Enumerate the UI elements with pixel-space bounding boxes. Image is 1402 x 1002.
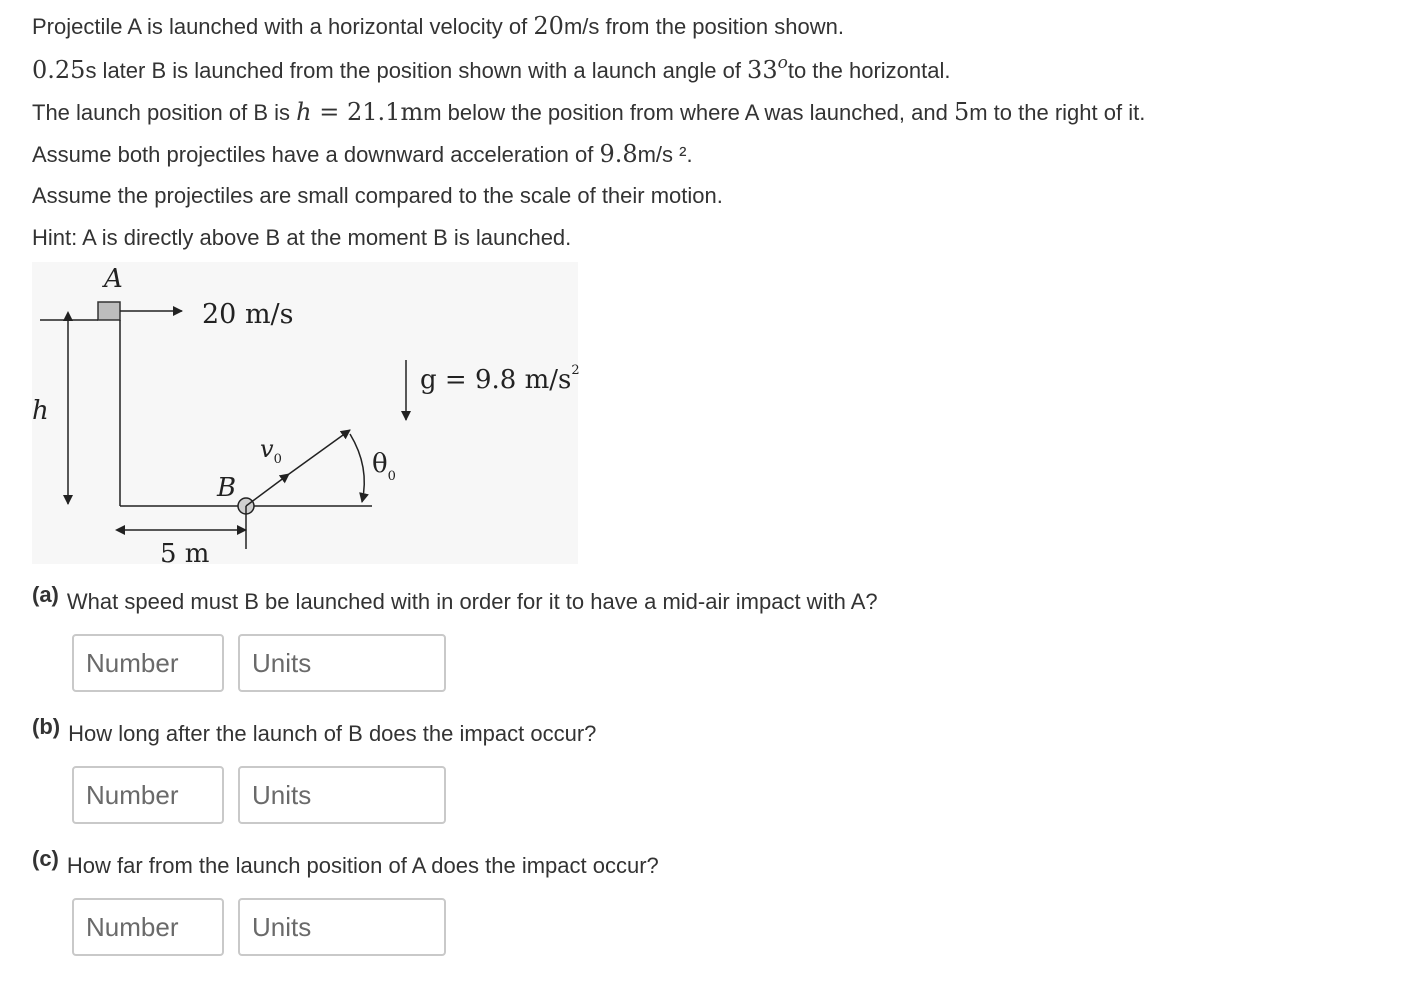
question-c bbox=[32, 846, 659, 880]
problem-text: Projectile A is launched with a horizontal velocity of bbox=[32, 14, 534, 39]
distance-label: 5 m bbox=[160, 539, 210, 569]
problem-line-3 bbox=[32, 98, 1145, 127]
projectile-a-box bbox=[98, 302, 120, 320]
angle-value: 33 bbox=[747, 56, 778, 84]
problem-text: m below the position from where A was launched, and bbox=[423, 100, 954, 125]
problem-line-5: Assume the projectiles are small compared to the scale of their motion. bbox=[32, 183, 723, 208]
problem-text: to the horizontal. bbox=[787, 58, 951, 83]
projectile-diagram bbox=[32, 262, 580, 569]
problem-line-4 bbox=[32, 140, 693, 169]
answer-a-units-input[interactable] bbox=[238, 634, 446, 692]
problem-text: The launch position of B is bbox=[32, 100, 297, 125]
problem-text: Assume both projectiles have a downward acceleration of bbox=[32, 142, 600, 167]
question-text: How far from the launch position of A does the impact occur? bbox=[66, 853, 659, 878]
height-unit: m bbox=[400, 98, 424, 126]
height-variable: h bbox=[296, 98, 312, 126]
problem-text: m to the right of it. bbox=[969, 100, 1146, 125]
acceleration-value: 9.8 bbox=[599, 140, 638, 168]
question-b bbox=[32, 714, 597, 748]
velocity-value: 20 bbox=[533, 12, 564, 40]
problem-line-1 bbox=[32, 12, 844, 41]
label-a: A bbox=[104, 264, 123, 294]
offset-value: 5 bbox=[953, 98, 970, 126]
answer-a-number-input[interactable] bbox=[72, 634, 224, 692]
degree-symbol: o bbox=[777, 52, 788, 73]
gravity-label: g = 9.8 $m/s^2$ bbox=[420, 363, 580, 395]
hint-line: Hint: A is directly above B at the moment B is launched. bbox=[32, 225, 572, 250]
question-label: (c) bbox=[32, 846, 59, 871]
question-a bbox=[32, 582, 878, 616]
height-value: 21.1 bbox=[347, 98, 401, 126]
problem-text: m/s from the position shown. bbox=[563, 14, 844, 39]
answer-b-number-input[interactable] bbox=[72, 766, 224, 824]
answer-c-units-input[interactable] bbox=[238, 898, 446, 956]
problem-text: s later B is launched from the position shown with a launch angle of bbox=[85, 58, 748, 83]
answer-b-units-input[interactable] bbox=[238, 766, 446, 824]
problem-line-2 bbox=[32, 52, 951, 85]
question-label: (b) bbox=[32, 714, 61, 739]
label-b: B bbox=[217, 473, 237, 503]
question-label: (a) bbox=[32, 582, 59, 607]
answer-c-number-input[interactable] bbox=[72, 898, 224, 956]
problem-text: m/s ². bbox=[637, 142, 693, 167]
question-text: What speed must B be launched with in order for it to have a mid-air impact with A? bbox=[66, 589, 878, 614]
delay-value: 0.25 bbox=[32, 56, 86, 84]
label-v0: $v_0$ bbox=[260, 435, 282, 467]
equals-sign: = bbox=[311, 98, 347, 126]
question-text: How long after the launch of B does the impact occur? bbox=[68, 721, 597, 746]
velocity-label-a: 20 m/s bbox=[202, 299, 294, 330]
label-h: h bbox=[32, 396, 49, 426]
label-theta0: $\theta_0$ bbox=[372, 449, 396, 484]
